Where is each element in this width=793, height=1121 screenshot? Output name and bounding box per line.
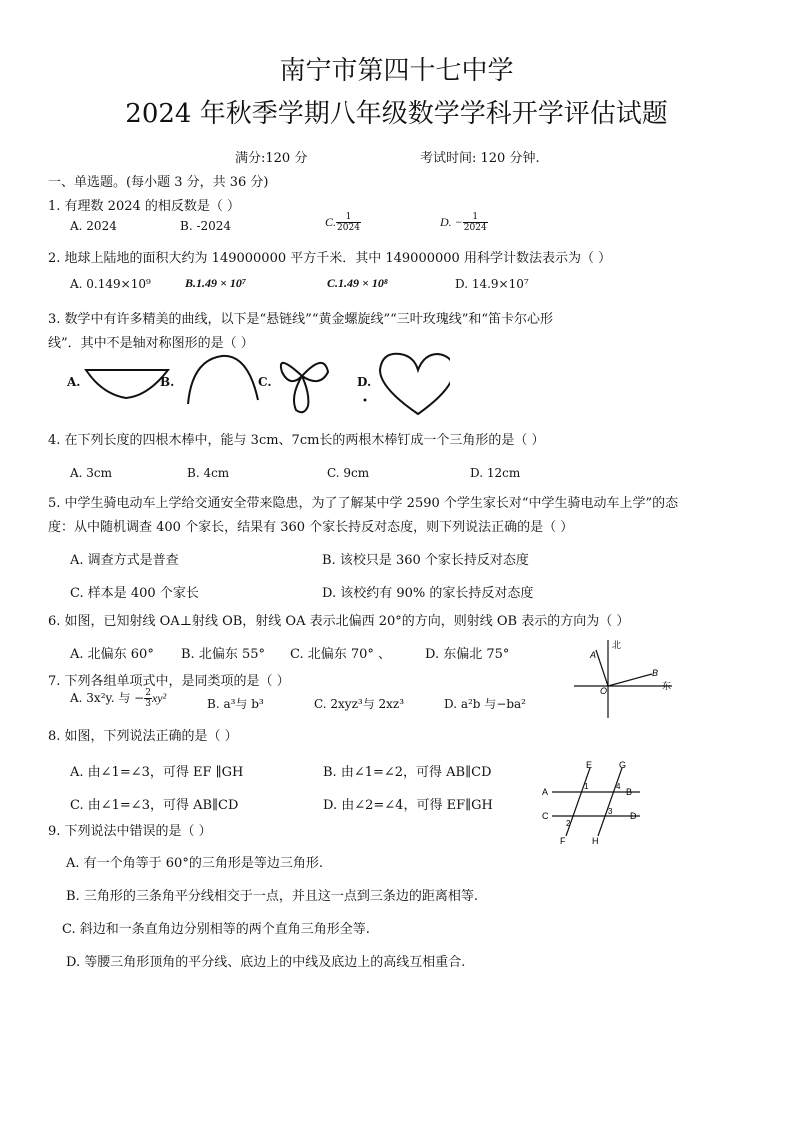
q2-option-c: C.1.49 × 10⁸ — [327, 276, 389, 290]
q7-option-a — [70, 688, 166, 709]
line-gh — [598, 768, 622, 836]
q3-option-d: D. — [357, 375, 372, 389]
q1-c-den: 2024 — [337, 223, 360, 233]
q6-option-a: A. 北偏东 60° — [70, 647, 154, 662]
golden-spiral-curve-icon — [188, 356, 258, 404]
origin-o-label: O — [600, 686, 608, 696]
q2-stem: 2. 地球上陆地的面积大约为 149000000 平方千米．其中 149000000 用科学计数法表示为（ ） — [48, 251, 612, 266]
q1-d-num: 1 — [463, 212, 488, 223]
q7-option-d: D. a²b 与−ba² — [444, 697, 526, 711]
point-a-label: A — [590, 650, 597, 660]
school-title: 南宁市第四十七中学 — [279, 56, 514, 86]
full-score: 满分:120 分 — [235, 151, 308, 166]
angle-2-label: 2 — [566, 819, 571, 828]
q7-a-fraction — [144, 688, 152, 709]
q6-option-c: C. 北偏东 70° 、 — [290, 647, 392, 662]
point-b-label: B — [626, 787, 633, 797]
q4-option-a: A. 3cm — [70, 466, 113, 480]
point-c-label: C — [542, 811, 549, 821]
q6-option-d: D. 东偏北 75° — [425, 647, 510, 662]
ray-oa — [596, 650, 608, 686]
q3-stem-line2: 线”．其中不是轴对称图形的是（ ） — [48, 336, 254, 351]
q1-option-a: A. 2024 — [70, 219, 117, 233]
q4-option-d: D. 12cm — [470, 466, 521, 480]
q8-option-a: A. 由∠1=∠3，可得 EF ∥GH — [70, 765, 244, 780]
exam-time: 考试时间: 120 分钟. — [420, 151, 540, 166]
point-h-label: H — [592, 836, 599, 846]
angle-3-label: 3 — [608, 807, 613, 816]
q8-option-b: B. 由∠1=∠2，可得 AB∥CD — [323, 765, 492, 780]
q3-curves-figure — [80, 350, 450, 420]
q2-option-a: A. 0.149×10⁹ — [70, 277, 151, 291]
q8-stem: 8. 如图，下列说法正确的是（ ） — [48, 729, 238, 744]
q9-option-d: D. 等腰三角形顶角的平分线、底边上的中线及底边上的高线互相重合. — [66, 955, 466, 970]
catenary-curve-icon — [86, 370, 168, 398]
q9-option-a: A. 有一个角等于 60°的三角形是等边三角形. — [66, 856, 323, 871]
q3-option-b: B. — [160, 375, 175, 389]
q8-option-c: C. 由∠1=∠3，可得 AB∥CD — [70, 798, 239, 813]
point-a-label: A — [542, 787, 549, 797]
q4-option-b: B. 4cm — [187, 466, 230, 480]
point-e-label: E — [586, 760, 593, 770]
q8-parallel-lines-figure — [540, 758, 650, 846]
north-label: 北 — [612, 640, 622, 650]
dot-mark — [364, 399, 367, 402]
q1-d-den: 2024 — [463, 223, 487, 233]
ray-ob — [608, 674, 652, 686]
angle-4-label: 4 — [616, 782, 621, 791]
q1-c-fraction — [336, 212, 361, 233]
east-label: 东 — [662, 681, 672, 691]
q7-option-b: B. a³与 b³ — [207, 697, 264, 711]
q3-option-c: C. — [258, 375, 272, 389]
q9-stem: 9. 下列说法中错误的是（ ） — [48, 824, 212, 839]
q5-option-d: D. 该校约有 90% 的家长持反对态度 — [322, 586, 534, 601]
q5-option-b: B. 该校只是 360 个家长持反对态度 — [322, 553, 529, 568]
q5-stem-line2: 度：从中随机调查 400 个家长，结果有 360 个家长持反对态度，则下列说法正确的是（ ） — [48, 520, 574, 535]
q1-d-label: D. − — [440, 215, 463, 229]
q1-stem: 1. 有理数 2024 的相反数是（ ） — [48, 199, 241, 214]
q7-a-pre: A. 3x²y. 与 − — [70, 691, 145, 705]
q5-stem-line1: 5. 中学生骑电动车上学给交通安全带来隐患，为了了解某中学 2590 个学生家长对“中学生骑电动车上学”的态 — [48, 496, 679, 511]
q2-option-d: D. 14.9×10⁷ — [455, 277, 529, 291]
section-title: 一、单选题。(每小题 3 分，共 36 分) — [48, 175, 269, 190]
q7-stem: 7. 下列各组单项式中，是同类项的是（ ） — [48, 674, 290, 689]
point-f-label: F — [560, 836, 566, 846]
q3-option-a: A. — [67, 375, 81, 389]
q1-option-b: B. -2024 — [180, 219, 232, 233]
q6-option-b: B. 北偏东 55° — [181, 647, 265, 662]
q9-option-b: B. 三角形的三条角平分线相交于一点，并且这一点到三条边的距离相等. — [66, 889, 478, 904]
q5-option-a: A. 调查方式是普查 — [70, 553, 179, 568]
angle-1-label: 1 — [584, 782, 589, 791]
q1-option-c — [325, 212, 361, 233]
q1-c-label: C. — [325, 215, 337, 229]
q6-stem: 6. 如图，已知射线 OA⊥射线 OB，射线 OA 表示北偏西 20°的方向，则射线 OB 表示的方向为（ ） — [48, 614, 630, 629]
q5-option-c: C. 样本是 400 个家长 — [70, 586, 199, 601]
q4-option-c: C. 9cm — [327, 466, 370, 480]
q1-option-d — [440, 212, 488, 233]
three-leaf-rose-curve-icon — [281, 363, 328, 412]
point-d-label: D — [630, 811, 637, 821]
q7-a-post: xy² — [151, 691, 167, 705]
q1-c-num: 1 — [336, 212, 361, 223]
q3-stem-line1: 3. 数学中有许多精美的曲线，以下是“悬链线”“黄金螺旋线”“三叶玫瑰线”和“笛卡尔心形 — [48, 312, 554, 327]
q9-option-c: C. 斜边和一条直角边分别相等的两个直角三角形全等. — [62, 922, 370, 937]
q1-d-fraction — [463, 212, 488, 233]
q7-option-c: C. 2xyz³与 2xz³ — [314, 697, 405, 711]
q2-option-b: B.1.49 × 10⁷ — [185, 276, 247, 290]
q8-option-d: D. 由∠2=∠4，可得 EF∥GH — [323, 798, 493, 813]
cardioid-heart-curve-icon — [380, 354, 450, 414]
q4-stem: 4. 在下列长度的四根木棒中，能与 3cm、7cm长的两根木棒钉成一个三角形的是（ ） — [48, 433, 545, 448]
point-b-label: B — [652, 668, 659, 678]
q7-a-num: 2 — [145, 688, 151, 698]
point-g-label: G — [619, 760, 627, 770]
exam-title: 2024 年秋季学期八年级数学学科开学评估试题 — [125, 99, 668, 129]
q6-direction-figure — [568, 636, 678, 722]
q7-a-den: 3 — [145, 699, 151, 709]
